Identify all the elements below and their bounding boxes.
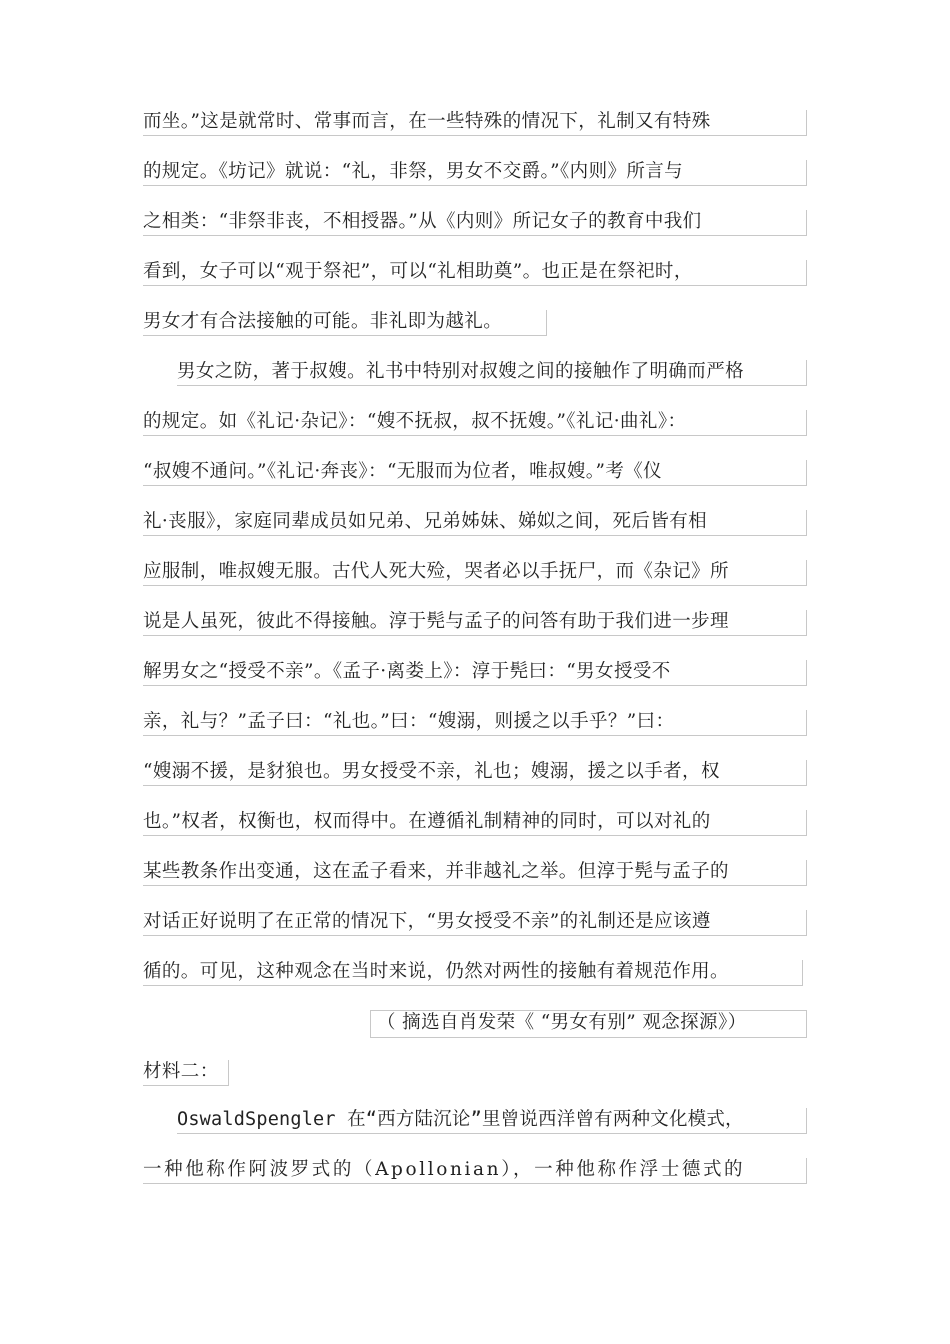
text-line-9: 礼·丧服》，家庭同辈成员如兄弟、兄弟姊妹、娣姒之间，死后皆有相: [143, 510, 807, 536]
text-line-10: 应服制，唯叔嫂无服。古代人死大殓，哭者必以手抚尸，而《杂记》所: [143, 560, 807, 586]
text-line-18: 循的。可见，这种观念在当时来说，仍然对两性的接触有着规范作用。: [143, 960, 803, 986]
material2-heading: 材料二：: [143, 1060, 229, 1086]
text-line-6: 男女之防，著于叔嫂。礼书中特别对叔嫂之间的接触作了明确而严格: [177, 360, 807, 386]
text-line-11: 说是人虽死，彼此不得接触。淳于髡与孟子的问答有助于我们进一步理: [143, 610, 807, 636]
text-line-7: 的规定。如《礼记·杂记》：“嫂不抚叔，叔不抚嫂。”《礼记·曲礼》：: [143, 410, 807, 436]
text-line-m2-1: OswaldSpengler 在“西方陆沉论”里曾说西洋曾有两种文化模式，: [177, 1108, 807, 1134]
text-line-15: 也。”权者，权衡也，权而得中。在遵循礼制精神的同时，可以对礼的: [143, 810, 807, 836]
text-line-4: 看到，女子可以“观于祭祀”，可以“礼相助奠”。也正是在祭祀时，: [143, 260, 807, 286]
text-line-1: 而坐。”这是就常时、常事而言，在一些特殊的情况下，礼制又有特殊: [143, 110, 807, 136]
text-line-17: 对话正好说明了在正常的情况下，“男女授受不亲”的礼制还是应该遵: [143, 910, 807, 936]
text-line-2: 的规定。《坊记》就说：“礼，非祭，男女不交爵。”《内则》所言与: [143, 160, 807, 186]
text-line-16: 某些教条作出变通，这在孟子看来，并非越礼之举。但淳于髡与孟子的: [143, 860, 807, 886]
text-line-8: “叔嫂不通问。”《礼记·奔丧》：“无服而为位者，唯叔嫂。”考《仪: [143, 460, 807, 486]
text-line-3: 之相类：“非祭非丧，不相授器。”从《内则》所记女子的教育中我们: [143, 210, 807, 236]
text-line-m2-2: 一种他称作阿波罗式的（Apollonian），一种他称作浮士德式的: [143, 1158, 807, 1184]
source-citation: （ 摘选自肖发荣《 “男女有别” 观念探源》）: [370, 1010, 807, 1038]
text-line-12: 解男女之“授受不亲”。《孟子·离娄上》：淳于髡曰：“男女授受不: [143, 660, 807, 686]
text-line-14: “嫂溺不援，是豺狼也。男女授受不亲，礼也；嫂溺，援之以手者，权: [143, 760, 807, 786]
text-line-13: 亲，礼与？”孟子曰：“礼也。”曰：“嫂溺，则援之以手乎？”曰：: [143, 710, 807, 736]
text-line-5: 男女才有合法接触的可能。非礼即为越礼。: [143, 310, 547, 336]
